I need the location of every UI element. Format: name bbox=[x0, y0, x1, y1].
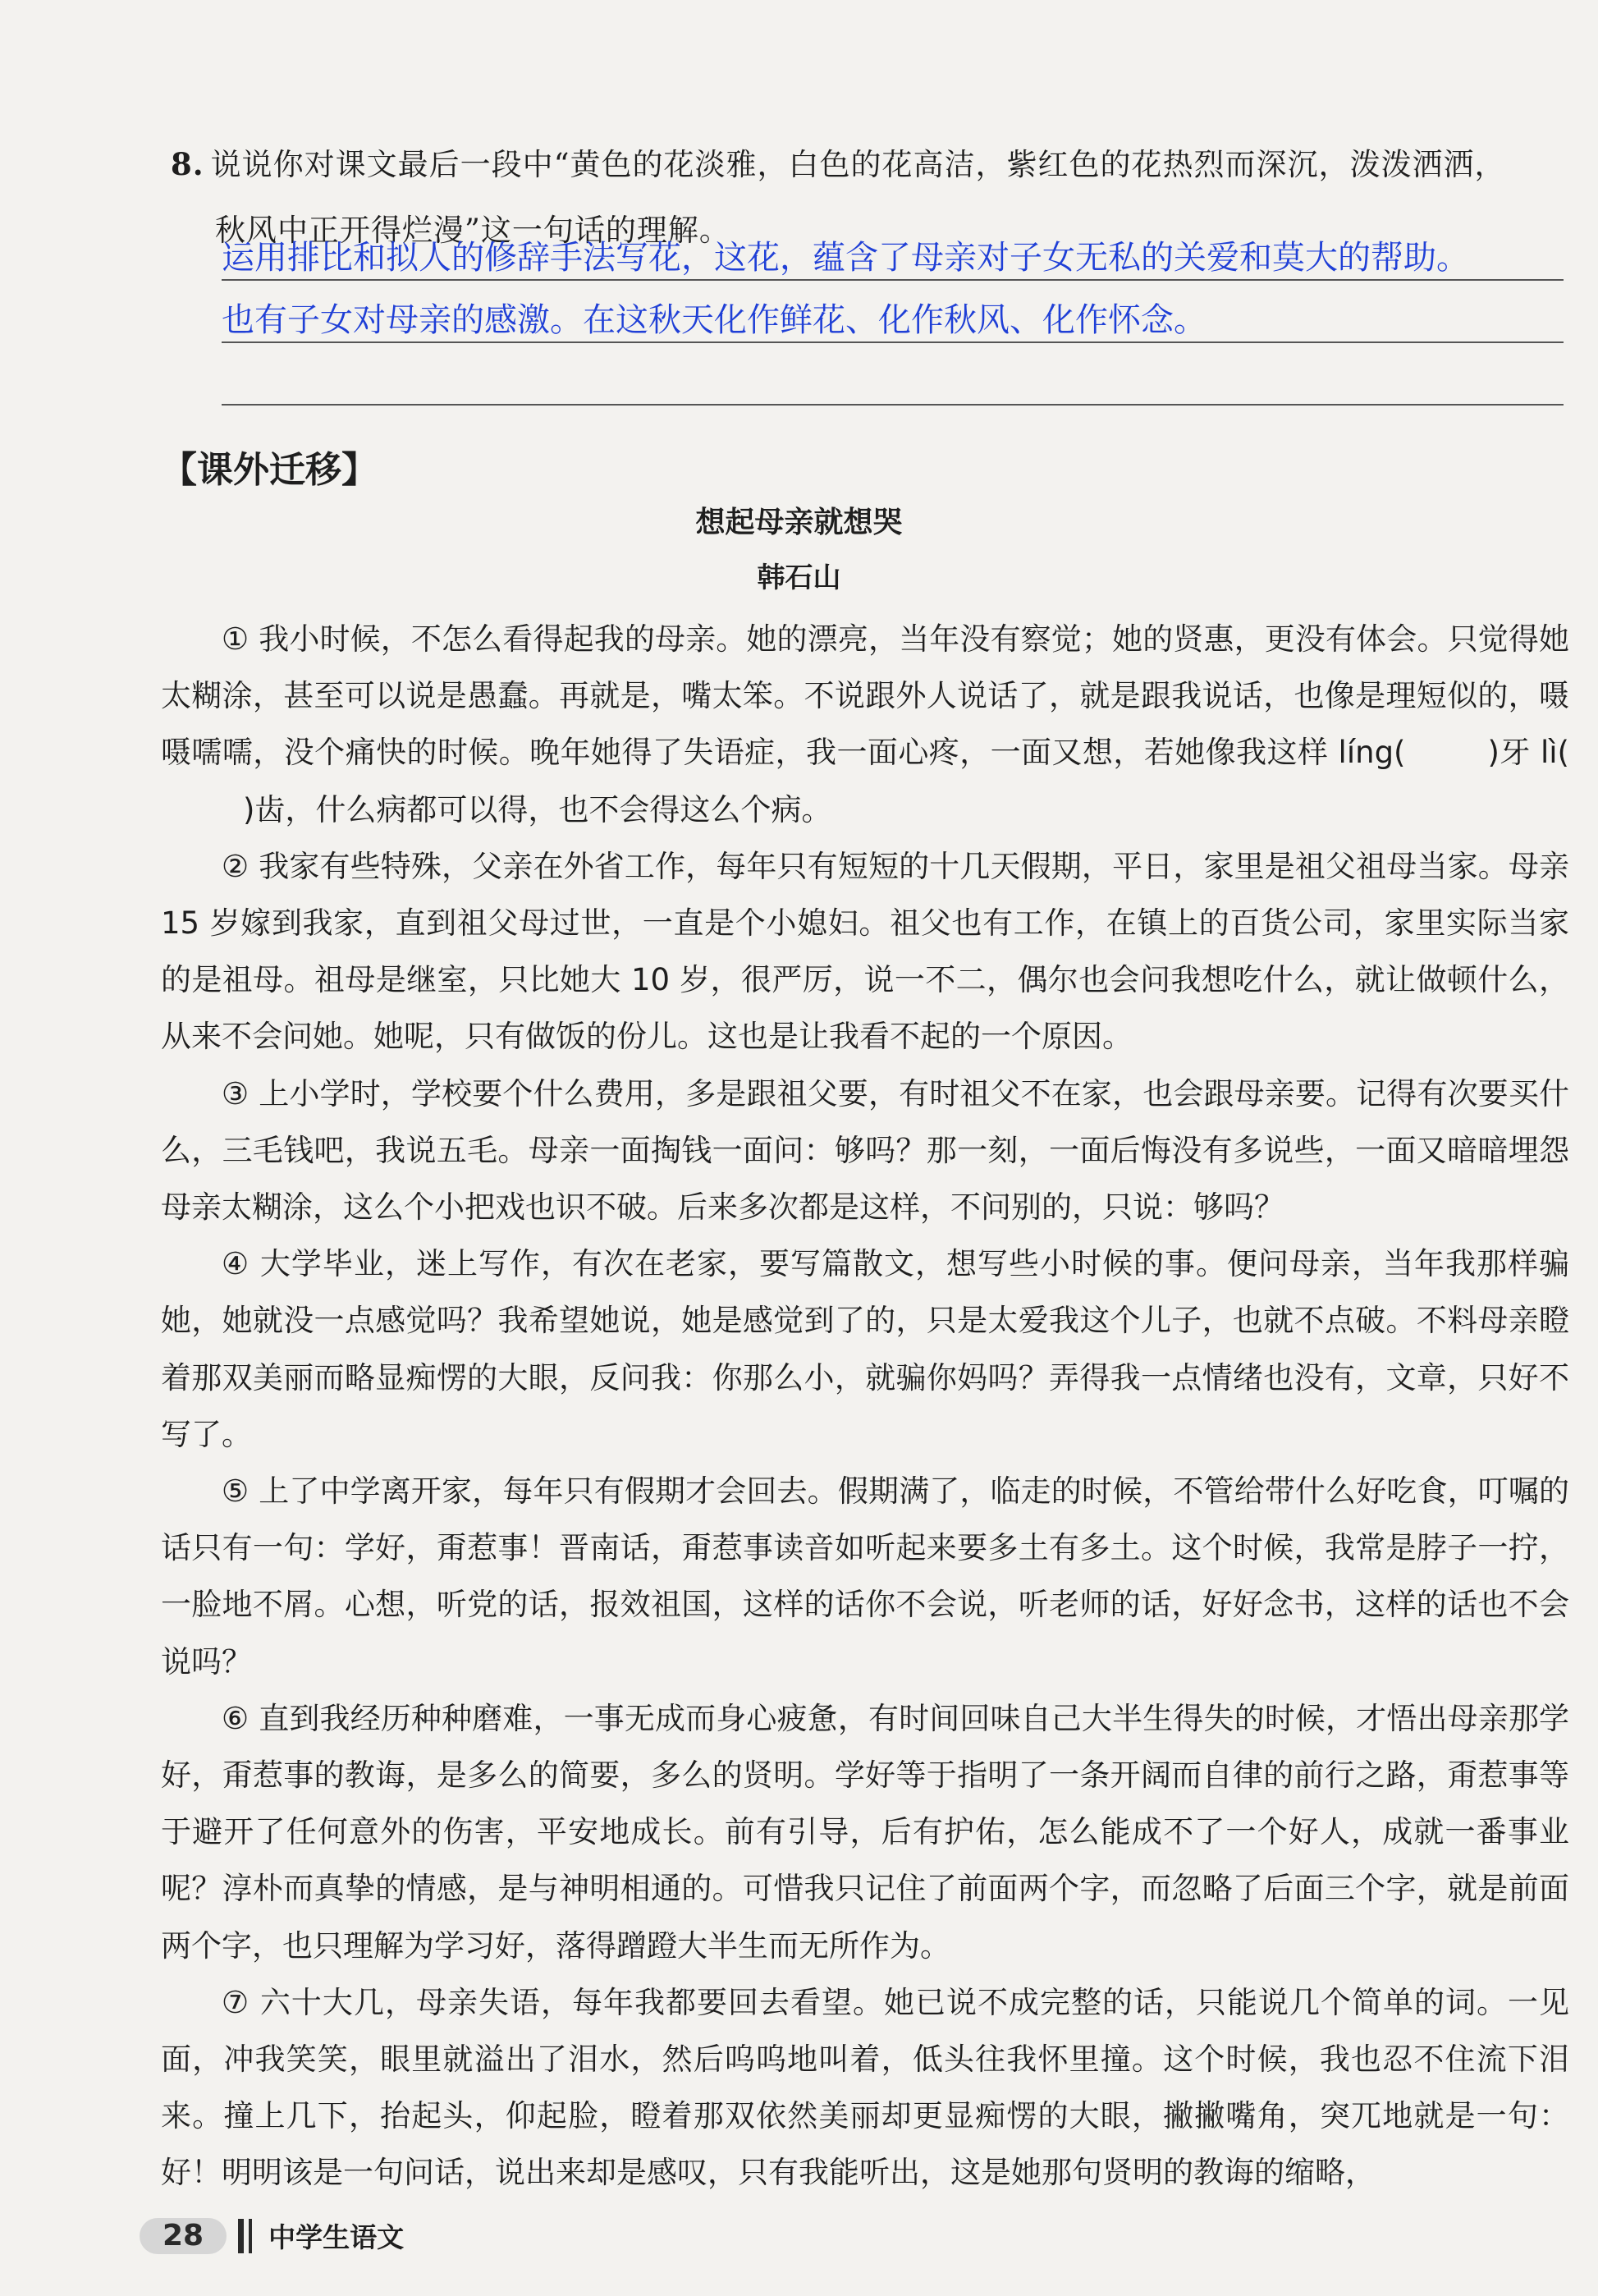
article-body bbox=[161, 611, 1569, 2202]
question-number: 8. bbox=[171, 146, 204, 182]
paragraph-1-part-b: )牙 lì( bbox=[1487, 735, 1569, 771]
paragraph-3: ③ 上小学时，学校要个什么费用，多是跟祖父要，有时祖父不在家，也会跟母亲要。记得有次要买什么，三毛钱吧，我说五毛。母亲一面掏钱一面问：够吗？那一刻，一面后悔没有多说些，一面又暗暗埋怨母亲太糊涂，这么个小把戏也识不破。后来多次都是这样，不问别的，只说：够吗？ bbox=[161, 1075, 1569, 1226]
paragraph-2: ② 我家有些特殊，父亲在外省工作，每年只有短短的十几天假期，平日，家里是祖父祖母当家。母亲 15 岁嫁到我家，直到祖父母过世，一直是个小媳妇。祖父也有工作，在镇上的百货公司，家里实际当家的是祖母。祖母是继室，只比她大 10 岁，很严厉，说一不二，偶尔也会问我想吃什么，就让做顿什么，从来不会问她。她呢，只有做饭的份儿。这也是让我看不起的一个原因。 bbox=[161, 848, 1569, 1055]
section-heading: 【课外迁移】 bbox=[161, 449, 378, 491]
separator-bar bbox=[249, 2219, 252, 2253]
paragraph-1 bbox=[161, 611, 1569, 838]
paragraph-4: ④ 大学毕业，迷上写作，有次在老家，要写篇散文，想写些小时候的事。便问母亲，当年我那样骗她，她就没一点感觉吗？我希望她说，她是感觉到了的，只是太爱我这个儿子，也就不点破。不料母亲瞪着那双美丽而略显痴愣的大眼，反问我：你那么小，就骗你妈吗？弄得我一点情绪也没有，文章，只好不写了。 bbox=[161, 1246, 1569, 1452]
page-number: 28 bbox=[140, 2218, 227, 2254]
question-8-line-1 bbox=[171, 131, 1566, 198]
handwritten-answer-line-2: 也有子女对母亲的感激。在这秋天化作鲜花、化作秋风、化作怀念。 bbox=[222, 301, 1207, 339]
paragraph-1-part-c: )齿，什么病都可以得，也不会得这么个病。 bbox=[243, 791, 832, 827]
separator-bar bbox=[238, 2219, 244, 2253]
separator-bars-icon bbox=[238, 2219, 252, 2253]
magazine-name: 中学生语文 bbox=[268, 2221, 405, 2253]
paragraph-7: ⑦ 六十大几，母亲失语，每年我都要回去看望。她已说不成完整的话，只能说几个简单的词。一见面，冲我笑笑，眼里就溢出了泪水，然后呜呜地叫着，低头往我怀里撞。这个时候，我也忍不住流下泪来。撞上几下，抬起头，仰起脸，瞪着那双依然美丽却更显痴愣的大眼，撇撇嘴角，突兀地就是一句：好！明明该是一句问话，说出来却是感叹，只有我能听出，这是她那句贤明的教诲的缩略， bbox=[161, 1984, 1569, 2191]
paragraph-5: ⑤ 上了中学离开家，每年只有假期才会回去。假期满了，临走的时候，不管给带什么好吃食，叮嘱的话只有一句：学好，甭惹事！晋南话，甭惹事读音如听起来要多土有多土。这个时候，我常是脖子一拧，一脸地不屑。心想，听党的话，报效祖国，这样的话你不会说，听老师的话，好好念书，这样的话也不会说吗？ bbox=[161, 1473, 1569, 1680]
paragraph-6: ⑥ 直到我经历种种磨难，一事无成而身心疲惫，有时间回味自己大半生得失的时候，才悟出母亲那学好，甭惹事的教诲，是多么的简要，多么的贤明。学好等于指明了一条开阔而自律的前行之路，甭惹事等于避开了任何意外的伤害，平安地成长。前有引导，后有护佑，怎么能成不了一个好人，成就一番事业呢？淳朴而真挚的情感，是与神明相通的。可惜我只记住了前面两个字，而忽略了后面三个字，就是前面两个字，也只理解为学习好，落得蹭蹬大半生而无所作为。 bbox=[161, 1700, 1569, 1964]
question-8-line-2: 秋风中正开得烂漫”这一句话的理解。 bbox=[215, 213, 730, 248]
paragraph-1-part-a: ① 我小时候，不怎么看得起我的母亲。她的漂亮，当年没有察觉；她的贤惠，更没有体会。只觉得她太糊涂，甚至可以说是愚蠢。再就是，嘴太笨。不说跟外人说话了，就是跟我说话，也像是理短似的，嗫嗫嚅嚅，没个痛快的时候。晚年她得了失语症，我一面心疼，一面又想，若她像我这样 líng( bbox=[161, 621, 1569, 771]
article-author: 韩石山 bbox=[757, 561, 841, 594]
article-title: 想起母亲就想哭 bbox=[695, 506, 903, 539]
question-8-prompt-1: 说说你对课文最后一段中“黄色的花淡雅，白色的花高洁，紫红色的花热烈而深沉，泼泼洒洒， bbox=[210, 147, 1506, 182]
page-footer bbox=[140, 2216, 404, 2255]
answer-rule-3 bbox=[222, 340, 1564, 406]
handwritten-answer-line-1: 运用排比和拟人的修辞手法写花，这花，蕴含了母亲对子女无私的关爱和莫大的帮助。 bbox=[222, 239, 1469, 277]
